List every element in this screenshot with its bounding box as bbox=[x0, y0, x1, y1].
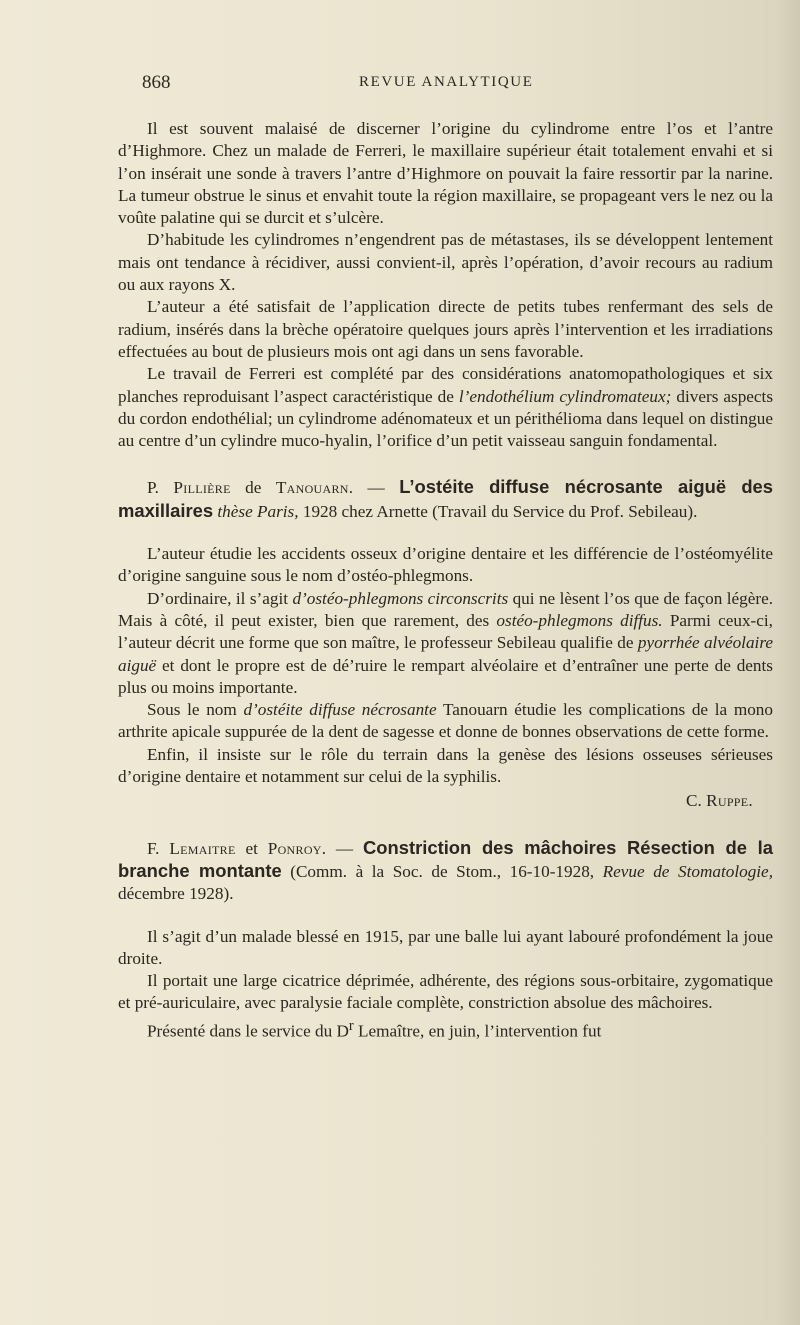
review-1-paragraph-2: D’ordinaire, il s’agit d’ostéo-phlegmons circonscrits qui ne lèsent l’os que de façon légère. Mais à côté, il peut exister, bien que rarement, des ostéo-phlegmons diffus. Parmi ceux-ci, l’auteur décrit une forme que son maître, le professeur Sebileau qualifie de pyorrhée alvéolaire aiguë et dont le propre est de dé’ruire le rempart alvéolaire et d’entraîner une perte de dents plus ou moins importante. bbox=[118, 588, 774, 697]
review-2-heading: F. Lemaitre et Ponroy. — Constriction des mâchoires Résection de la branche montante (Comm. à la Soc. de Stom., 16-10-1928, Revue de Stomatologie, décembre 1928). bbox=[118, 836, 774, 904]
page-number: 868 bbox=[142, 72, 171, 93]
source-italic: thèse Paris, bbox=[213, 501, 299, 521]
author-name: Tanouarn bbox=[275, 478, 349, 498]
source-italic: Revue de Stomatologie, bbox=[602, 861, 773, 881]
intro-paragraph-3: L’auteur a été satisfait de l’application directe de petits tubes renfermant des sels de radium, insérés dans la brèche opératoire quelques jours après l’intervention et les irradiations effectuées au bout de plusieurs mois ont agi dans un sens favorable. bbox=[118, 297, 773, 361]
page-header bbox=[142, 72, 772, 96]
italic-term: l’endothélium cylindromateux; bbox=[458, 386, 672, 406]
running-title: REVUE ANALYTIQUE bbox=[359, 74, 534, 90]
intro-paragraph-2: D’habitude les cylindromes n’engendrent pas de métastases, ils se développent lentement mais ont tendance à récidiver, aussi convient-il, après l’opération, d’avoir recours au radium ou aux rayons X. bbox=[118, 230, 773, 295]
author-name: Pillière bbox=[173, 478, 231, 498]
review-1-paragraph-1: L’auteur étudie les accidents osseux d’origine dentaire et les différencie de l’ostéomyélite d’origine sanguine sous le nom d’ostéo-phlegmons. bbox=[118, 544, 773, 586]
review-title: Constriction des mâchoires Résection de la branche montante bbox=[118, 836, 774, 881]
review-1-paragraph-3: Sous le nom d’ostéite diffuse nécrosante Tanouarn étudie les complications de la mono arthrite apicale suppurée de la dent de sagesse et donne de bonnes observations de cette forme. bbox=[118, 700, 773, 742]
author-name: Ponroy bbox=[267, 838, 322, 858]
intro-paragraph-1: Il est souvent malaisé de discerner l’origine du cylindrome entre l’os et l’antre d’Highmore. Chez un malade de Ferreri, le maxillaire supérieur était totalement envahi et si l’on insérait une sonde à travers l’antre d’Highmore on pouvait la faire ressortir par la narine. La tumeur obstrue le sinus et envahit toute la région maxillaire, se propageant vers le nez ou la voûte palatine qui se durcit et s’ulcère. bbox=[118, 119, 773, 228]
reviewer-signature: C. Ruppe. bbox=[686, 791, 753, 811]
page-body bbox=[118, 118, 773, 1043]
review-1-heading: P. Pillière de Tanouarn. — L’ostéite diffuse nécrosante aiguë des maxillaires thèse Paris, 1928 chez Arnette (Travail du Service du Prof. Sebileau). bbox=[118, 476, 774, 521]
review-2-paragraph-2: Il portait une large cicatrice déprimée, adhérente, des régions sous-orbitaire, zygomatique et pré-auriculaire, avec paralysie faciale complète, constriction absolue des mâchoires. bbox=[118, 971, 773, 1013]
review-title: L’ostéite diffuse nécrosante aiguë des maxillaires bbox=[118, 476, 774, 521]
review-2-paragraph-3: Présenté dans le service du $D^r$ Lemaître, en juin, l’intervention fut bbox=[147, 1017, 602, 1041]
intro-paragraph-4: Le travail de Ferreri est complété par des considérations anatomopathologiques et six planches reproduisant l’aspect caractéristique de l’endothélium cylindromateux; divers aspects du cordon endothélial; un cylindrome adénomateux et un périthélioma dans lequel on distingue au centre d’un cylindre muco-hyalin, l’orifice d’un petit vaisseau sanguin fondamental. bbox=[118, 364, 774, 451]
review-2-paragraph-1: Il s’agit d’un malade blessé en 1915, par une balle lui ayant labouré profondément la joue droite. bbox=[118, 926, 773, 968]
author-name: Lemaitre bbox=[169, 838, 236, 858]
review-1-paragraph-4: Enfin, il insiste sur le rôle du terrain dans la genèse des lésions osseuses sérieuses d’origine dentaire et notamment sur celui de la syphilis. bbox=[118, 744, 773, 787]
